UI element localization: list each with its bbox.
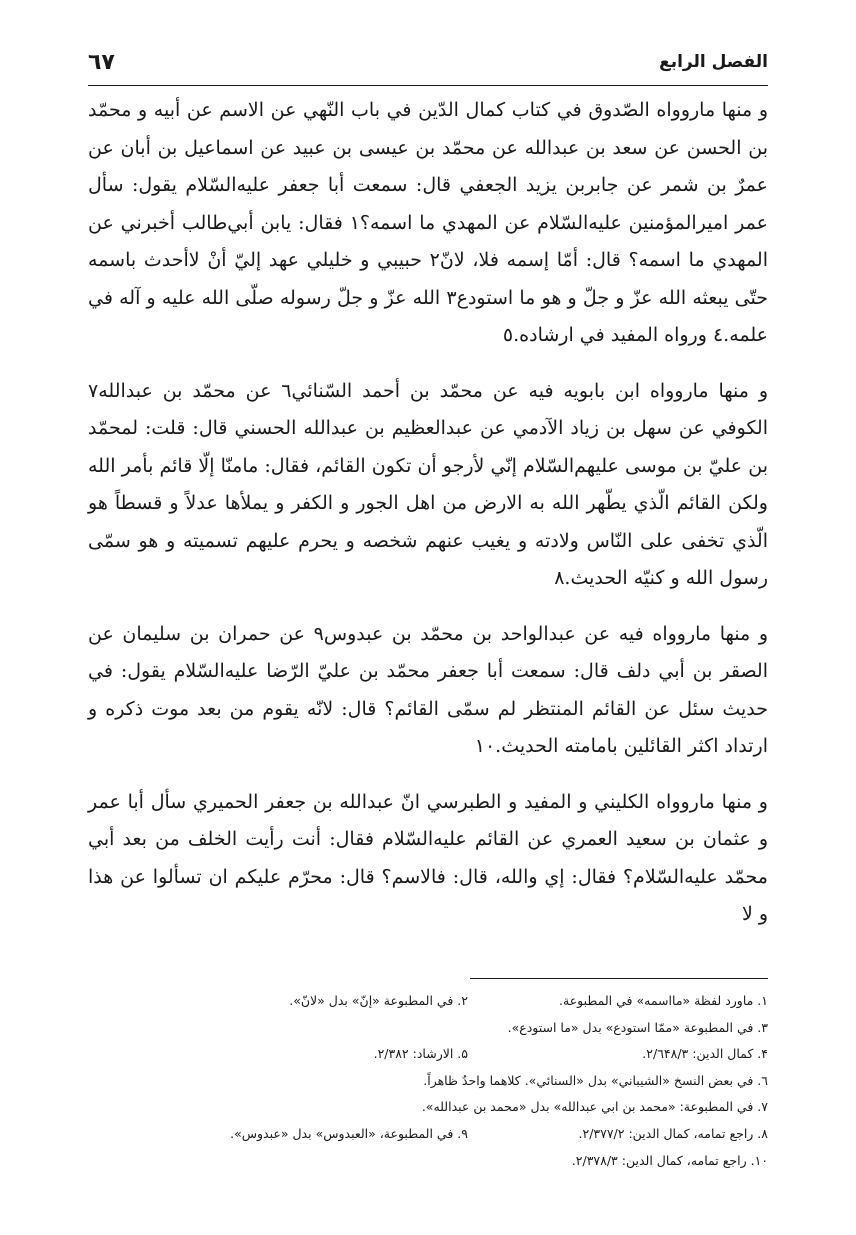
footnote-row — [150, 1121, 768, 1148]
paragraph: و منها ماروواه الصّدوق في كتاب كمال الدّين في باب النّهي عن الاسم عن أبيه و محمّد بن الحسن عن سعد بن عبدالله عن محمّد بن عيسى بن عبيد عن اسماعيل بن أبان عن عمرٌ بن شمر عن جابربن يزيد الجعفي قال: سمعت أبا جعفر عليه‌السّلام يقول: سأل عمر اميرالمؤمنين عليه‌السّلام عن المهدي ما اسمه؟١ فقال: يابن أبي‌طالب أخبرني عن المهدي ما اسمه؟ قال: أمّا إسمه فلا، لانّ٢ حبيبي و خليلي عهد إليّ أنْ لاأحدث باسمه حتّى يبعثه الله عزّ و جلّ و هو ما استودع٣ الله عزّ و جلّ رسوله صلّى الله عليه و آله في علمه.٤ ورواه المفيد في ارشاده.٥ — [88, 99, 769, 346]
footnote: ٨. راجع تمامه، كمال الدين: ٢/٣٧٧/٢. — [578, 1125, 768, 1141]
page-number: ٦٧ — [88, 49, 115, 75]
footnote-row — [150, 1094, 768, 1121]
footnote-row — [150, 1148, 768, 1175]
footnote: ٦. في بعض النسخ «الشيباني» بدل «السنائي». كلاهما واحدٌ ظاهراً. — [423, 1072, 768, 1088]
paragraph: و منها ماروواه ابن بابويه فيه عن محمّد بن أحمد السّنائي٦ عن محمّد بن عبدالله٧ الكوفي عن سهل بن زياد الآدمي عن عبدالعظيم بن عبدالله الحسني قال: قلت: لمحمّد بن عليّ بن موسى عليهم‌السّلام إنّي لأرجو أن تكون القائم، فقال: مامنّا إلّا قائم بأمر الله ولكن القائم الّذي يطّهر الله به الارض من اهل الجور و الكفر و يملأها عدلاً و قسطاً هو الّذي تخفى على النّاس ولادته و يغيب عنهم شخصه و يحرم عليهم تسميته و هو سمّى رسول الله و كنيّه الحديث.٨ — [88, 379, 768, 589]
running-header — [88, 40, 768, 84]
footnote-row — [150, 1041, 768, 1068]
footnote: ١٠. راجع تمامه، كمال الدين: ٢/٣٧٨/٣. — [571, 1152, 768, 1168]
footnote: ٣. في المطبوعة «ممّا استودع» بدل «ما استودع». — [507, 1019, 768, 1035]
header-divider — [88, 85, 768, 86]
footnote: ۵. الارشاد: ٢/٣٨٢. — [373, 1046, 468, 1062]
paragraph: و منها ماروواه الكليني و المفيد و الطبرسي انّ عبدالله بن جعفر الحميري سأل أبا عمر و عثمان بن سعيد العمري عن القائم عليه‌السّلام فقال: أنت رأيت الخلف من بعد أبي محمّد عليه‌السّلام؟ فقال: إي والله، قال: فالاسم؟ قال: محرّم عليكم ان تسألوا عن هذا و لا — [88, 790, 768, 925]
footnote: ٩. في المطبوعة، «العبدوس» بدل «عبدوس». — [230, 1125, 468, 1141]
paragraph: و منها ماروواه فيه عن عبدالواحد بن محمّد بن عبدوس٩ عن حمران بن سليمان عن الصقر بن أبي دلف قال: سمعت أبا جعفر محمّد بن عليّ الرّضا عليه‌السّلام يقول: في حديث سئل عن القائم المنتظر لم سمّى القائم؟ قال: لانّه يقوم من بعد موت ذكره و ارتداد اكثر القائلين بامامته الحديث.١٠ — [88, 622, 768, 757]
main-text — [88, 92, 768, 952]
footnote: ١. ماورد لفظة «مااسمه» في المطبوعة. — [559, 993, 768, 1008]
footnote: ٧. في المطبوعة: «محمد بن ابي عبدالله» بدل «محمد بن عبدالله». — [421, 1099, 768, 1115]
footnote-row — [150, 1068, 768, 1095]
footnote-row — [150, 1015, 768, 1042]
footnote: ٢. في المطبوعة «إنّ» بدل «لانّ». — [289, 993, 468, 1008]
footnote-divider — [470, 978, 768, 979]
footnote-row — [150, 988, 768, 1015]
chapter-title: الفصل الرابع — [659, 52, 768, 72]
footnote: ۴. كمال الدين: ٢/٦۴٨/٣. — [642, 1046, 768, 1062]
footnotes — [150, 988, 768, 1174]
